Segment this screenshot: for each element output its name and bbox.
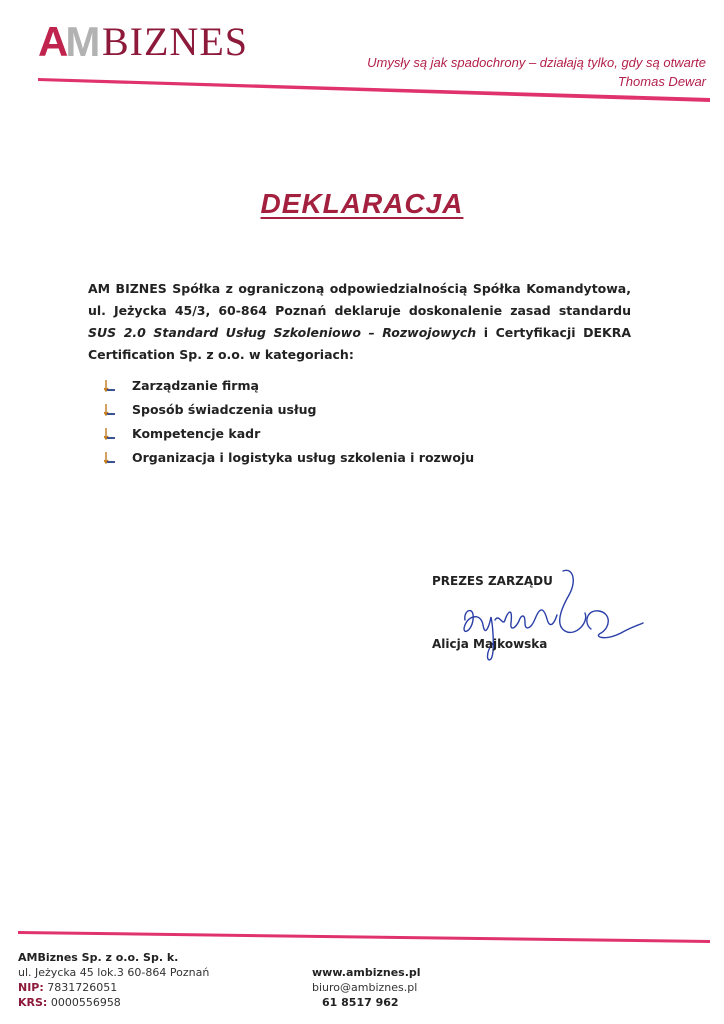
footer-divider bbox=[18, 930, 710, 944]
footer-company-info bbox=[18, 950, 209, 1010]
category-list bbox=[104, 374, 474, 470]
document-title: DEKLARACJA bbox=[260, 188, 464, 219]
list-item: Kompetencje kadr bbox=[104, 422, 474, 446]
list-item: Zarządzanie firmą bbox=[104, 374, 474, 398]
quote-text: Umysły są jak spadochrony – działają tylko, gdy są otwarte bbox=[367, 55, 706, 70]
footer-phone: 61 8517 962 bbox=[322, 996, 399, 1009]
list-item: Organizacja i logistyka usług szkolenia i rozwoju bbox=[104, 446, 474, 470]
signatory-role: PREZES ZARZĄDU bbox=[432, 574, 553, 588]
signatory-name: Alicja Majkowska bbox=[432, 637, 548, 651]
logo-text: BIZNES bbox=[102, 19, 248, 64]
footer-nip: NIP: 7831726051 bbox=[18, 981, 118, 994]
footer-contact bbox=[312, 965, 421, 1010]
arrow-down-icon bbox=[104, 427, 132, 441]
footer-company-name: AMBiznes Sp. z o.o. Sp. k. bbox=[18, 951, 179, 964]
arrow-down-icon bbox=[104, 403, 132, 417]
footer-krs: KRS: 0000556958 bbox=[18, 996, 121, 1009]
header-divider bbox=[38, 76, 710, 106]
quote-author: Thomas Dewar bbox=[617, 74, 706, 89]
logo-am-mark: AM bbox=[38, 18, 98, 65]
list-item: Sposób świadczenia usług bbox=[104, 398, 474, 422]
arrow-down-icon bbox=[104, 379, 132, 393]
footer-website-link[interactable]: www.ambiznes.pl bbox=[312, 966, 421, 979]
footer-address: ul. Jeżycka 45 lok.3 60-864 Poznań bbox=[18, 966, 210, 979]
arrow-down-icon bbox=[104, 451, 132, 465]
footer-email-link[interactable]: biuro@ambiznes.pl bbox=[312, 981, 418, 994]
declaration-text: AM BIZNES Spółka z ograniczoną odpowiedzialnością Spółka Komandytowa, ul. Jeżycka 45/3, 60-864 Poznań deklaruje doskonalenie zasad standardu SUS 2.0 Standard Usług Szkoleniowo – Rozwojowych i Certyfikacji DEKRA Certification Sp. z o.o. w kategoriach: bbox=[88, 281, 631, 362]
company-logo bbox=[38, 18, 278, 65]
